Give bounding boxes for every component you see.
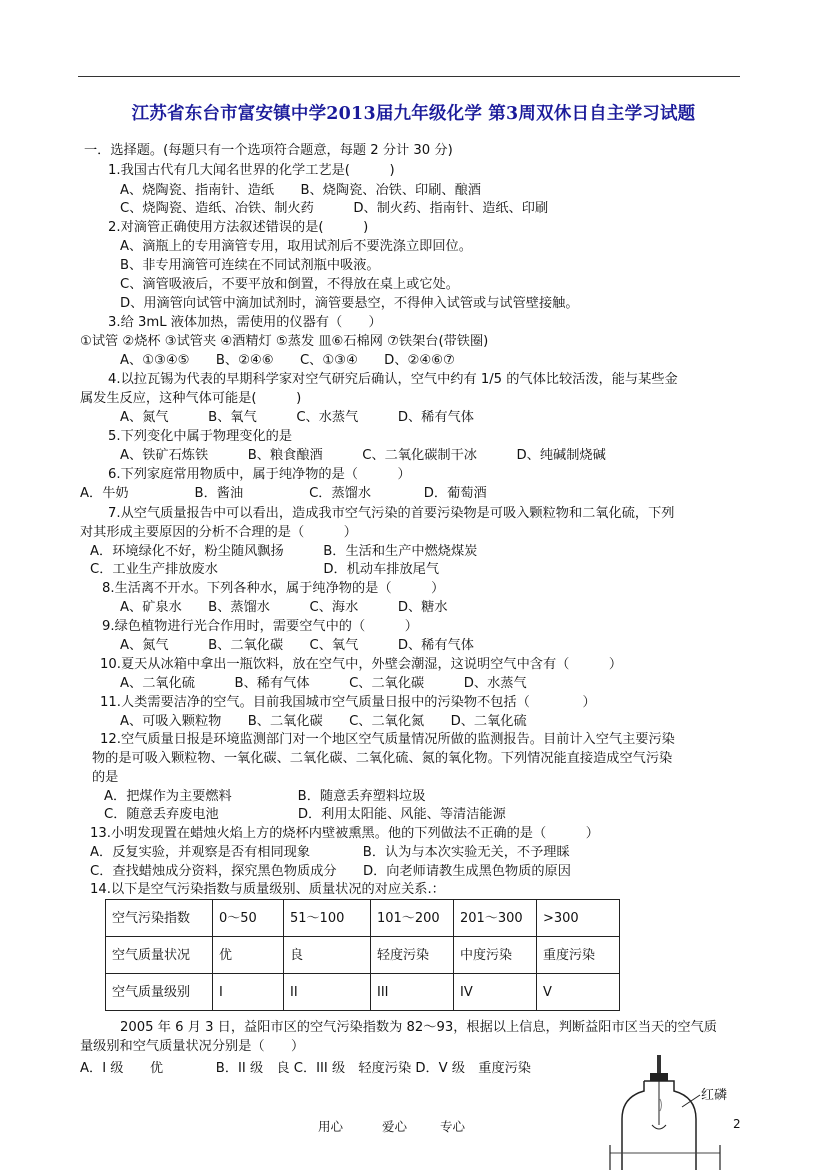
question-10: 10.夏天从冰箱中拿出一瓶饮料，放在空气中，外壁会潮湿，这说明空气中含有（ ）	[100, 657, 623, 672]
question-11: 11.人类需要洁净的空气。目前我国城市空气质量日报中的污染物不包括（ ）	[100, 695, 596, 710]
question-4: 4.以拉瓦锡为代表的早期科学家对空气研究后确认，空气中约有 1/5 的气体比较活泼，能与某些金	[108, 372, 678, 387]
question-2: 2.对滴管正确使用方法叙述错误的是( )	[108, 220, 369, 235]
question-4-cont: 属发生反应，这种气体可能是( )	[80, 391, 302, 406]
question-5-options: A、铁矿石炼铁 B、粮食酿酒 C、二氧化碳制干冰 D、纯碱制烧碱	[120, 448, 606, 463]
footer-item: 专心	[440, 1119, 466, 1134]
question-5: 5.下列变化中属于物理变化的是	[108, 429, 293, 444]
question-12-options-ab: A．把煤作为主要燃料 B．随意丢弃塑料垃圾	[104, 789, 426, 804]
table-cell: 51～100	[284, 900, 371, 937]
question-10-options: A、二氧化硫 B、稀有气体 C、二氧化碳 D、水蒸气	[120, 676, 527, 691]
table-cell: 空气质量级别	[106, 974, 213, 1011]
table-cell: 重度污染	[537, 937, 620, 974]
table-cell: 轻度污染	[371, 937, 454, 974]
page-title: 江苏省东台市富安镇中学2013届九年级化学 第3周双休日自主学习试题	[131, 104, 696, 124]
table-cell: II	[284, 974, 371, 1011]
question-12-options-cd: C．随意丢弃废电池 D．利用太阳能、风能、等清洁能源	[104, 807, 506, 822]
question-8-options: A、矿泉水 B、蒸馏水 C、海水 D、糖水	[120, 600, 448, 615]
footer-item: 用心	[318, 1119, 344, 1134]
question-2-option-a: A、滴瓶上的专用滴管专用，取用试剂后不要洗涤立即回位。	[120, 239, 472, 254]
question-3-options: A、①③④⑤ B、②④⑥ C、①③④ D、②④⑥⑦	[120, 353, 455, 368]
question-14-text: 2005 年 6 月 3 日，益阳市区的空气污染指数为 82～93，根据以上信息，判断益阳市区当天的空气质	[120, 1020, 717, 1035]
question-13: 13.小明发现置在蜡烛火焰上方的烧杯内壁被熏黑。他的下列做法不正确的是（ ）	[90, 826, 599, 841]
question-1-options-cd: C、烧陶瓷、造纸、冶铁、制火药 D、制火药、指南针、造纸、印刷	[120, 201, 549, 216]
question-1-options-ab: A、烧陶瓷、指南针、造纸 B、烧陶瓷、冶铁、印刷、酿酒	[120, 183, 481, 198]
question-13-options-ab: A．反复实验，并观察是否有相同现象 B．认为与本次实验无关，不予理睬	[90, 845, 570, 860]
air-quality-table	[105, 899, 620, 1011]
question-13-options-cd: C．查找蜡烛成分资料，探究黑色物质成分 D．向老师请教生成黑色物质的原因	[90, 864, 571, 879]
question-7-options-cd: C．工业生产排放废水 D．机动车排放尾气	[90, 562, 440, 577]
red-phosphorus-apparatus-figure	[600, 1055, 730, 1170]
table-cell: V	[537, 974, 620, 1011]
question-2-option-d: D、用滴管向试管中滴加试剂时，滴管要悬空，不得伸入试管或与试管壁接触。	[120, 296, 579, 311]
table-cell: I	[213, 974, 284, 1011]
table-cell: 空气质量状况	[106, 937, 213, 974]
question-9-options: A、氮气 B、二氧化碳 C、氧气 D、稀有气体	[120, 638, 474, 653]
question-7: 7.从空气质量报告中可以看出，造成我市空气污染的首要污染物是可吸入颗粒物和二氧化硫，下列	[108, 506, 675, 521]
question-12: 12.空气质量日报是环境监测部门对一个地区空气质量情况所做的监测报告。目前计入空气主要污染	[100, 732, 675, 747]
question-14: 14.以下是空气污染指数与质量级别、质量状况的对应关系.：	[90, 882, 445, 897]
question-1: 1.我国古代有几大闻名世界的化学工艺是( )	[108, 163, 395, 178]
table-row	[106, 974, 620, 1011]
table-cell: 良	[284, 937, 371, 974]
table-cell: >300	[537, 900, 620, 937]
page-number: 2	[733, 1117, 741, 1131]
figure-label-red-phosphorus: 红磷	[701, 1088, 728, 1103]
question-9: 9.绿色植物进行光合作用时，需要空气中的（ ）	[102, 619, 418, 634]
question-2-option-c: C、滴管吸液后，不要平放和倒置，不得放在桌上或它处。	[120, 277, 459, 292]
table-cell: III	[371, 974, 454, 1011]
question-2-option-b: B、非专用滴管可连续在不同试剂瓶中吸液。	[120, 258, 380, 273]
question-7-cont: 对其形成主要原因的分析不合理的是（ ）	[80, 525, 357, 540]
question-7-options-ab: A．环境绿化不好，粉尘随风飘扬 B．生活和生产中燃烧煤炭	[90, 544, 478, 559]
table-row	[106, 937, 620, 974]
question-14-cont: 量级别和空气质量状况分别是（ ）	[80, 1039, 305, 1054]
question-6: 6.下列家庭常用物质中，属于纯净物的是（ ）	[108, 467, 411, 482]
question-14-options: A．I 级 优 B．II 级 良 C．III 级 轻度污染 D．V 级 重度污染	[80, 1061, 531, 1076]
footer-item: 爱心	[382, 1119, 408, 1134]
question-4-options: A、氮气 B、氧气 C、水蒸气 D、稀有气体	[120, 410, 474, 425]
table-cell: 空气污染指数	[106, 900, 213, 937]
question-3-instruments: ①试管 ②烧杯 ③试管夹 ④酒精灯 ⑤蒸发 皿⑥石棉网 ⑦铁架台(带铁圈)	[80, 334, 489, 349]
table-cell: 中度污染	[454, 937, 537, 974]
section-heading: 一．选择题。(每题只有一个选项符合题意，每题 2 分计 30 分)	[84, 143, 453, 158]
header-rule	[78, 76, 740, 77]
table-cell: IV	[454, 974, 537, 1011]
question-11-options: A、可吸入颗粒物 B、二氧化碳 C、二氧化氮 D、二氧化硫	[120, 714, 527, 729]
question-8: 8.生活离不开水。下列各种水，属于纯净物的是（ ）	[102, 581, 445, 596]
table-cell: 101～200	[371, 900, 454, 937]
table-cell: 0～50	[213, 900, 284, 937]
question-6-options: A．牛奶 B．酱油 C．蒸馏水 D．葡萄酒	[80, 486, 487, 501]
question-12-cont: 物的是可吸入颗粒物、一氧化碳、二氧化碳、二氧化硫、氮的氧化物。下列情况能直接造成空气污染	[92, 751, 673, 766]
table-row	[106, 900, 620, 937]
table-cell: 优	[213, 937, 284, 974]
table-cell: 201～300	[454, 900, 537, 937]
question-3: 3.给 3mL 液体加热，需使用的仪器有（ ）	[108, 315, 382, 330]
question-12-cont-2: 的是	[92, 770, 119, 785]
